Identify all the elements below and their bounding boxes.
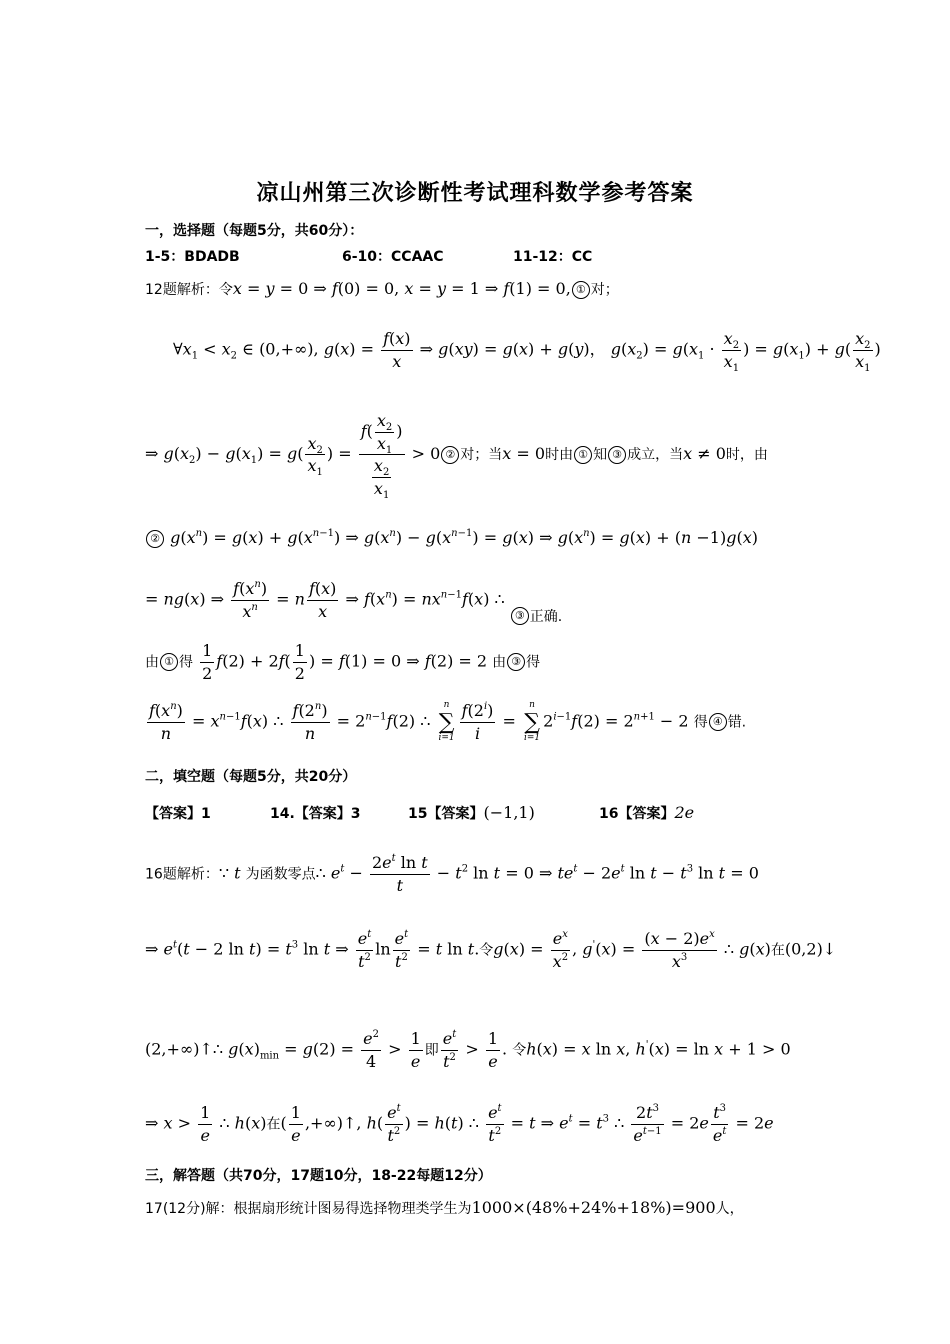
q16-analysis-line3: (2,+∞)↑∴ $g(x)_{min} = g(2)$ = $\frac{e^2}{4}$ > $\frac{1}{e}$ 即 $\frac{e^t}{t^2}$ > $\frac{1}{e}$ . 令h(x) = x ln x, h'(x) = ln x + 1 > 0: [145, 1029, 791, 1071]
q12-label: 12题解析：令: [145, 282, 233, 298]
circle-2b: ②: [146, 530, 164, 548]
ling-text-2: 令: [512, 1042, 527, 1059]
de-text: 得: [179, 654, 193, 671]
circle-1: ①: [572, 281, 590, 299]
q17-text: 17(12分)解：根据扇形统计图易得选择物理类学生为: [145, 1201, 472, 1217]
ji-text: 即: [424, 1042, 439, 1059]
ling-text: 令: [479, 942, 494, 959]
choice-answers-1-5: 1-5：BDADB: [145, 249, 240, 265]
q16-analysis-line4: ⇒ x > $\frac{1}{e}$ ∴ h(x)在( $\frac{1}{e}$ ,+∞)↑, h( $\frac{e^t}{t^2}$ ) = h(t) ∴ $\frac{e^t}{t^2}$ = t ⇒ $e^t = t^3$ ∴ $\frac{2t^3}{e^{t-1}}$ = 2e $\frac{t^3}{e^t}$ = 2e: [145, 1103, 774, 1145]
circle-3b: ③: [511, 607, 529, 625]
when-zero-text: 时由: [545, 447, 574, 464]
you-text-2: 由: [492, 654, 507, 671]
ren-text: 人，: [715, 1201, 744, 1217]
fill-answer-13: 【答案】1: [145, 806, 211, 822]
fill-answer-16-value: 2e: [674, 803, 695, 822]
circle-3c: ③: [507, 653, 525, 671]
q12-analysis-line4: ② $g(x^n) = g(x) + g(x^{n-1})$ ⇒ $g(x^n) - g(x^{n-1}) = g(x)$ ⇒ $g(x^n) = g(x) + (n -1)g(x)$: [145, 528, 758, 548]
fill-heading: 二，填空题（每题5分，共20分）: [145, 769, 357, 785]
fill-answer-15-value: (−1,1): [483, 803, 535, 822]
is-zero-text: 为函数零点: [245, 866, 316, 883]
correct-text: 正确.: [529, 608, 563, 625]
circle-3: ③: [608, 446, 626, 464]
circle-2: ②: [441, 446, 459, 464]
q12-analysis-line7: $\frac{f(x^n)}{n}$ = $x^{n-1}f(x)$ ∴ $\frac{f(2^n)}{n}$ = $2^{n-1}f(2)$ ∴ n ∑ i=1 $\frac{f(2^i)}{i}$ = n ∑ i=1 $2^{i-1}f(2) = 2^{n+1} - 2$ 得 ④ 错.: [149, 700, 747, 743]
right-text: 对；: [590, 282, 619, 298]
circle-1b: ①: [574, 446, 592, 464]
you-text: 由: [145, 654, 159, 671]
circle-1c: ①: [160, 653, 178, 671]
solve-heading: 三，解答题（共70分，17题10分，18-22每题12分）: [145, 1168, 492, 1184]
de-text-3: 得: [693, 714, 708, 731]
q17-expr: 1000×(48%+24%+18%)=900: [471, 1198, 716, 1217]
q12-analysis-line2: $\forall x_1 < x_2$ ∈ (0,+∞), g(x) = $\frac{f(x)}{x}$ ⇒ g(xy) = g(x) + g(y)， $g(x_2) = g(x_1$ · $\frac{x_2}{x_1}$ ) = $g(x_1) + g$( $\frac{x_2}{x_1}$ ): [173, 329, 881, 374]
q12-analysis-line3: ⇒ $g(x_2) - g(x_1) = g$( $\frac{x_2}{x_1}$ ) = f( $\frac{x_2}{x_1}$ ) $\frac{x_2}{x_1}$ > 0 ② 对；当x = 0时由 ① 知 ③ 成立，当x ≠ 0时，由: [145, 411, 768, 501]
zhi-text: 知: [593, 447, 608, 464]
fill-answer-16-label: 16【答案】: [599, 806, 675, 822]
right-when-text: 对；当: [460, 447, 503, 464]
q16-analysis-line2: ⇒ $e^t(t - 2$ $\ln t) = t^3$ ln t ⇒ $\frac{e^t}{t^2}$ ln $\frac{e^t}{t^2}$ = t ln t.令g(x) = $\frac{e^x}{x^2}$ , g'(x) = $\frac{(x - 2)e^x}{x^3}$ ∴ g(x)在(0,2)↓: [145, 929, 837, 971]
choice-heading: 一，选择题（每题5分，共60分）：: [145, 223, 364, 239]
choice-answers-6-10: 6-10：CCAAC: [342, 249, 444, 265]
q12-analysis-line5: = ng(x) ⇒ $\frac{f(x^n)}{x^n}$ = n $\frac{f(x)}{x}$ ⇒ $f(x^n) = nx^{n-1}f(x)$ ∴ ③ 正确.: [145, 579, 563, 625]
circle-4: ④: [709, 713, 727, 731]
q12-analysis-line1: 12题解析：令x = y = 0 ⇒ f(0) = 0, x = y = 1 ⇒ f(1) = 0, ① 对；: [145, 279, 619, 298]
wrong-text: 错.: [727, 714, 747, 731]
when-nonzero-text: 时，由: [725, 447, 768, 464]
fill-answer-16: [599, 803, 694, 823]
q17-line1: [145, 1198, 744, 1218]
zai-text-2: 在: [266, 1116, 281, 1133]
q16-analysis-line1: 16题解析：∵ t 为函数零点∴ $e^t$ − $\frac{2e^t \ln t}{t}$ − $t^2$ ln t = 0 ⇒ $te^t - 2e^t$ $\ln t - t^3$ ln t = 0: [145, 853, 759, 895]
choice-answers-11-12: 11-12：CC: [513, 249, 593, 265]
page-title: 凉山州第三次诊断性考试理科数学参考答案: [256, 181, 694, 206]
q12-analysis-line6: 由 ① 得 $\frac{1}{2}$ f(2) + 2f( $\frac{1}{2}$ ) = f(1) = 0 ⇒ f(2) = 2 由 ③ 得: [145, 641, 541, 683]
zai-text: 在: [770, 942, 785, 959]
q16-label: 16题解析：: [145, 866, 219, 883]
fill-answer-15-label: 15【答案】: [408, 806, 484, 822]
fill-answer-15: [408, 803, 535, 823]
chengli-text: 成立，当: [627, 447, 684, 464]
de-text-2: 得: [526, 654, 541, 671]
fill-answer-14: 14.【答案】3: [270, 806, 361, 822]
